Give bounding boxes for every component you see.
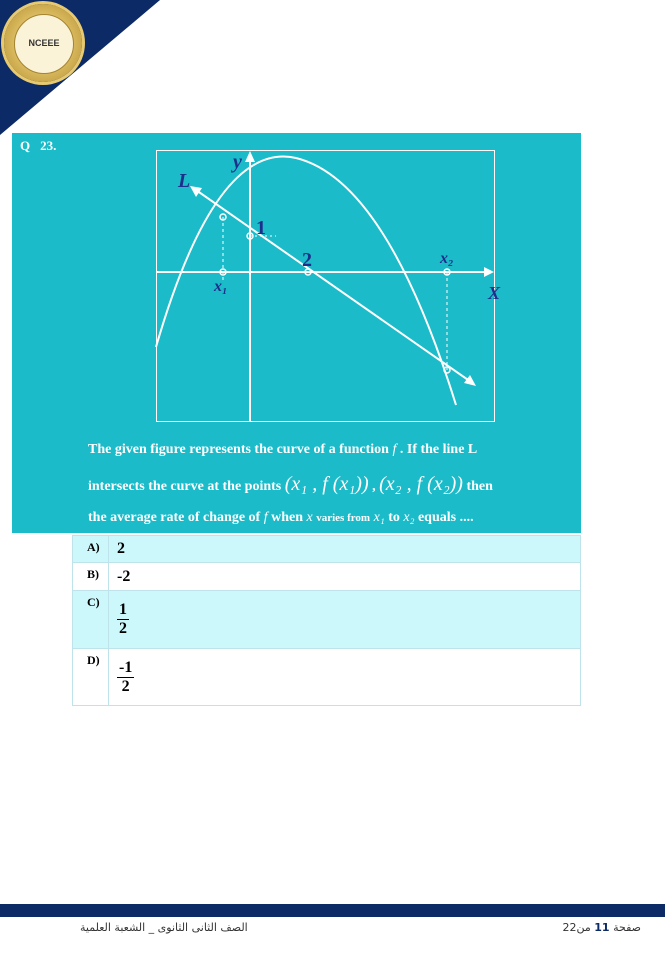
option-a[interactable] <box>72 535 581 562</box>
answer-options <box>72 535 581 706</box>
option-value: 2 <box>117 540 125 557</box>
option-c[interactable] <box>72 590 581 648</box>
question-line-2: intersects the curve at the points (x₁ , f (x₁)) , (x₂ , f (x₂)) then <box>88 473 493 495</box>
nceee-logo <box>4 4 82 82</box>
fraction: $\frac{-1}{2}$ <box>119 658 133 695</box>
option-key: D) <box>73 649 109 705</box>
option-b[interactable] <box>72 562 581 590</box>
fraction: $\frac{1}{2}$ <box>119 601 127 637</box>
y-axis-label: y <box>233 151 242 173</box>
point-expression-1: (x₁ , f (x₁)) <box>284 473 369 495</box>
footer-course: الصف الثانى الثانوى _ الشعبة العلمية <box>80 921 248 934</box>
point-label-1: 1 <box>256 217 266 239</box>
question-number: Q 23. <box>20 138 57 153</box>
option-d[interactable] <box>72 648 581 706</box>
line-l <box>196 190 471 382</box>
point-label-2: 2 <box>302 249 312 271</box>
x2-label: x₂ <box>440 250 454 267</box>
function-graph <box>156 150 501 425</box>
question-line-1: The given figure represents the curve of a function f . If the line L <box>88 442 478 457</box>
option-key: B) <box>73 563 109 590</box>
graph-frame <box>157 151 495 422</box>
option-key: C) <box>73 591 109 648</box>
y-axis-arrow <box>245 151 255 162</box>
option-value: -2 <box>117 567 131 585</box>
question-text <box>88 433 578 535</box>
line-l-arrow <box>190 186 202 197</box>
footer-bar <box>0 904 665 917</box>
line-l-arrow-end <box>464 375 476 386</box>
x-axis-arrow <box>484 267 494 277</box>
option-key: A) <box>73 536 109 562</box>
question-line-3: the average rate of change of f when x varies from x₁ to x₂ equals .... <box>88 510 474 525</box>
line-label: L <box>178 170 191 192</box>
logo-text: NCEEE <box>28 38 60 48</box>
x1-label: x₁ <box>214 278 228 295</box>
x-axis-label: X <box>488 283 501 303</box>
point-expression-2: (x₂ , f (x₂)) <box>379 473 463 495</box>
question-panel <box>12 133 581 533</box>
footer-page-number: صفحة 11 من22 <box>562 921 641 934</box>
